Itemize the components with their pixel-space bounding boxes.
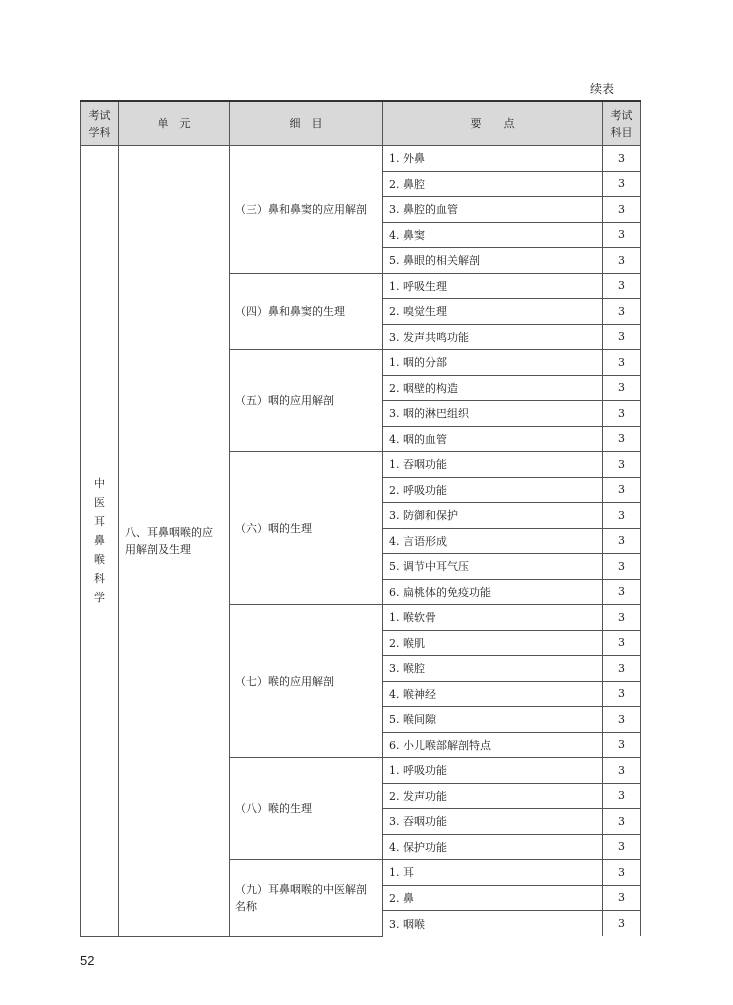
- level-cell: 3: [603, 477, 641, 503]
- point-cell: 2. 鼻: [383, 885, 603, 911]
- table-row: [81, 146, 641, 172]
- level-cell: 3: [603, 426, 641, 452]
- point-cell: 4. 言语形成: [383, 528, 603, 554]
- level-cell: 3: [603, 809, 641, 835]
- point-cell: 5. 喉间隙: [383, 707, 603, 733]
- point-cell: 4. 保护功能: [383, 834, 603, 860]
- detail-cell: （七）喉的应用解剖: [230, 605, 383, 758]
- level-cell: 3: [603, 248, 641, 274]
- point-cell: 4. 喉神经: [383, 681, 603, 707]
- level-cell: 3: [603, 579, 641, 605]
- level-cell: 3: [603, 834, 641, 860]
- level-cell: 3: [603, 401, 641, 427]
- level-cell: 3: [603, 528, 641, 554]
- level-cell: 3: [603, 146, 641, 172]
- detail-cell: （五）咽的应用解剖: [230, 350, 383, 452]
- detail-cell: （八）喉的生理: [230, 758, 383, 860]
- point-cell: 1. 呼吸功能: [383, 758, 603, 784]
- level-cell: 3: [603, 783, 641, 809]
- point-cell: 4. 鼻窦: [383, 222, 603, 248]
- level-cell: 3: [603, 732, 641, 758]
- level-cell: 3: [603, 758, 641, 784]
- level-cell: 3: [603, 630, 641, 656]
- point-cell: 3. 吞咽功能: [383, 809, 603, 835]
- level-cell: 3: [603, 299, 641, 325]
- syllabus-table: [80, 100, 641, 937]
- header-unit: 单 元: [119, 101, 230, 146]
- point-cell: 5. 调节中耳气压: [383, 554, 603, 580]
- point-cell: 4. 咽的血管: [383, 426, 603, 452]
- point-cell: 2. 发声功能: [383, 783, 603, 809]
- level-cell: 3: [603, 222, 641, 248]
- level-cell: 3: [603, 324, 641, 350]
- header-level: [603, 101, 641, 146]
- point-cell: 6. 小儿喉部解剖特点: [383, 732, 603, 758]
- level-cell: 3: [603, 885, 641, 911]
- point-cell: 1. 耳: [383, 860, 603, 886]
- point-cell: 2. 喉肌: [383, 630, 603, 656]
- level-cell: 3: [603, 197, 641, 223]
- header-level-text: 考试科目: [610, 108, 633, 139]
- point-cell: 3. 防御和保护: [383, 503, 603, 529]
- unit-cell: 八、耳鼻咽喉的应用解剖及生理: [119, 146, 230, 937]
- table-body: [81, 146, 641, 937]
- continued-label: 续表: [590, 82, 615, 96]
- detail-cell: （四）鼻和鼻窦的生理: [230, 273, 383, 350]
- level-cell: 3: [603, 911, 641, 937]
- header-detail: 细 目: [230, 101, 383, 146]
- table-header-row: [81, 101, 641, 146]
- point-cell: 1. 外鼻: [383, 146, 603, 172]
- header-subject: [81, 101, 119, 146]
- point-cell: 1. 咽的分部: [383, 350, 603, 376]
- point-cell: 3. 发声共鸣功能: [383, 324, 603, 350]
- level-cell: 3: [603, 707, 641, 733]
- point-cell: 6. 扁桃体的免疫功能: [383, 579, 603, 605]
- point-cell: 2. 嗅觉生理: [383, 299, 603, 325]
- point-cell: 2. 鼻腔: [383, 171, 603, 197]
- level-cell: 3: [603, 860, 641, 886]
- point-cell: 3. 咽喉: [383, 911, 603, 937]
- detail-cell: （三）鼻和鼻窦的应用解剖: [230, 146, 383, 274]
- level-cell: 3: [603, 681, 641, 707]
- subject-cell: [81, 146, 119, 937]
- point-cell: 1. 呼吸生理: [383, 273, 603, 299]
- subject-text: 中医耳鼻喉科学: [94, 477, 105, 605]
- level-cell: 3: [603, 273, 641, 299]
- level-cell: 3: [603, 503, 641, 529]
- page-number: 52: [80, 953, 95, 968]
- point-cell: 1. 喉软骨: [383, 605, 603, 631]
- point-cell: 2. 咽壁的构造: [383, 375, 603, 401]
- level-cell: 3: [603, 656, 641, 682]
- point-cell: 1. 吞咽功能: [383, 452, 603, 478]
- header-point: 要 点: [383, 101, 603, 146]
- point-cell: 3. 喉腔: [383, 656, 603, 682]
- level-cell: 3: [603, 171, 641, 197]
- level-cell: 3: [603, 375, 641, 401]
- level-cell: 3: [603, 350, 641, 376]
- point-cell: 2. 呼吸功能: [383, 477, 603, 503]
- level-cell: 3: [603, 554, 641, 580]
- level-cell: 3: [603, 452, 641, 478]
- detail-cell: （九）耳鼻咽喉的中医解剖名称: [230, 860, 383, 937]
- point-cell: 5. 鼻眼的相关解剖: [383, 248, 603, 274]
- level-cell: 3: [603, 605, 641, 631]
- point-cell: 3. 鼻腔的血管: [383, 197, 603, 223]
- header-subject-text: 考试学科: [88, 108, 111, 139]
- detail-cell: （六）咽的生理: [230, 452, 383, 605]
- point-cell: 3. 咽的淋巴组织: [383, 401, 603, 427]
